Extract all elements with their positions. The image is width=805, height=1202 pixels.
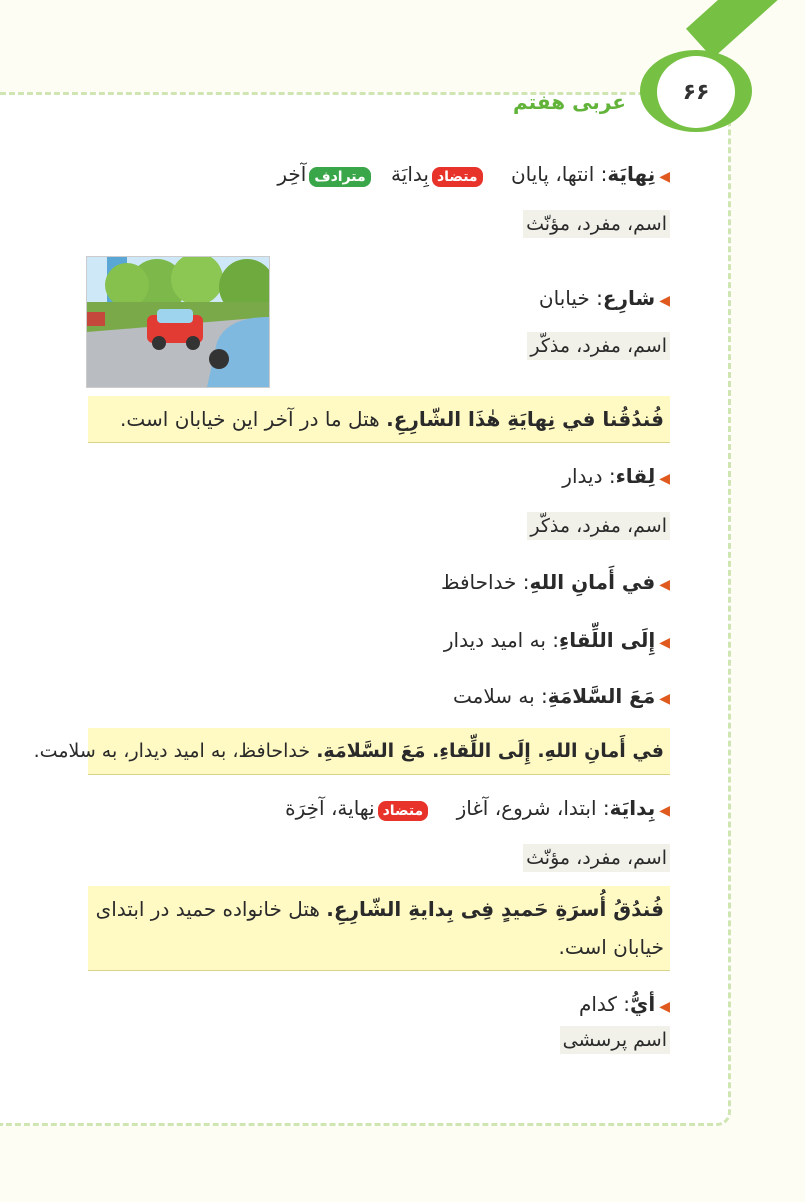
example-arabic: فُندُقُنا في نِهایَةِ هٰذَا الشّارِعِ. [386,407,664,431]
bullet-icon: ◀ [659,471,670,487]
entry-bidaya [285,794,670,825]
bullet-icon: ◀ [659,577,670,593]
bullet-icon: ◀ [659,999,670,1015]
bullet-icon: ◀ [659,635,670,651]
entry-ayy [579,990,670,1021]
opposite-word: بِدایَة [391,162,429,186]
example-persian: خداحافظ، به امید دیدار، به سلامت. [33,740,317,762]
entry-meaning: : دیدار [562,464,616,488]
entry-nahaya [277,160,670,191]
example-3 [88,886,670,971]
entry-meaning: : خیابان [538,286,603,310]
synonym-tag: مترادف [309,167,370,187]
grammar-shari: اسم، مفرد، مذکّر [527,332,670,360]
entry-ila-liqa [444,626,670,657]
entry-word: في أَمانِ اللهِ [529,570,656,594]
bullet-icon: ◀ [659,691,670,707]
entry-meaning: : انتها، پایان [510,162,608,186]
grammar-bidaya: اسم، مفرد، مؤنّث [523,844,670,872]
entry-word: بِدایَة [609,796,656,820]
entry-word: إِلَی اللِّقاءِ [558,628,656,652]
book-title: عربی هفتم [513,90,626,114]
bullet-icon: ◀ [659,803,670,819]
entry-fi-aman [441,568,670,599]
entry-meaning: : به امید دیدار [443,628,559,652]
entry-word: نِهایَة [607,162,656,186]
grammar-nahaya: اسم، مفرد، مؤنّث [523,210,670,238]
example-persian: هتل ما در آخر این خیابان است. [120,407,387,431]
bullet-icon: ◀ [659,293,670,309]
bullet-icon: ◀ [659,169,670,185]
opposite-tag: متضاد [378,801,429,821]
opposite-word: نِهایة، آخِرَة [285,796,375,820]
example-persian: هتل خانواده حمید در ابتدای خیابان است. [95,897,664,959]
entry-meaning: : به سلامت [453,684,548,708]
entry-word: مَعَ السَّلامَةِ [547,684,656,708]
opposite-tag: متضاد [432,167,483,187]
grammar-liqa: اسم، مفرد، مذکّر [527,512,670,540]
entry-word: شارِع [602,286,656,310]
street-illustration [86,256,270,388]
entry-word: أيُّ [630,992,656,1016]
example-arabic: في أَمانِ اللهِ. إِلَی اللِّقاءِ. مَعَ السَّلامَةِ. [316,740,664,762]
entry-meaning: : ابتدا، شروع، آغاز [456,796,610,820]
entry-liqa [562,462,670,493]
entry-maa-salama [453,682,670,713]
example-1 [88,396,670,443]
entry-word: لِقاء [615,464,656,488]
example-arabic: فُندُقُ أُسرَةِ حَمیدٍ فِی بِدایةِ الشّارِعِ. [326,897,664,921]
entry-meaning: : خداحافظ [440,570,530,594]
street-scene-image [87,257,269,387]
page-number: ۶۶ [657,56,735,128]
entry-shari [539,284,670,315]
grammar-ayy: اسم پرسشی [560,1026,670,1054]
synonym-word: آخِر [277,162,307,186]
example-2 [33,728,670,775]
entry-meaning: : کدام [578,992,631,1016]
